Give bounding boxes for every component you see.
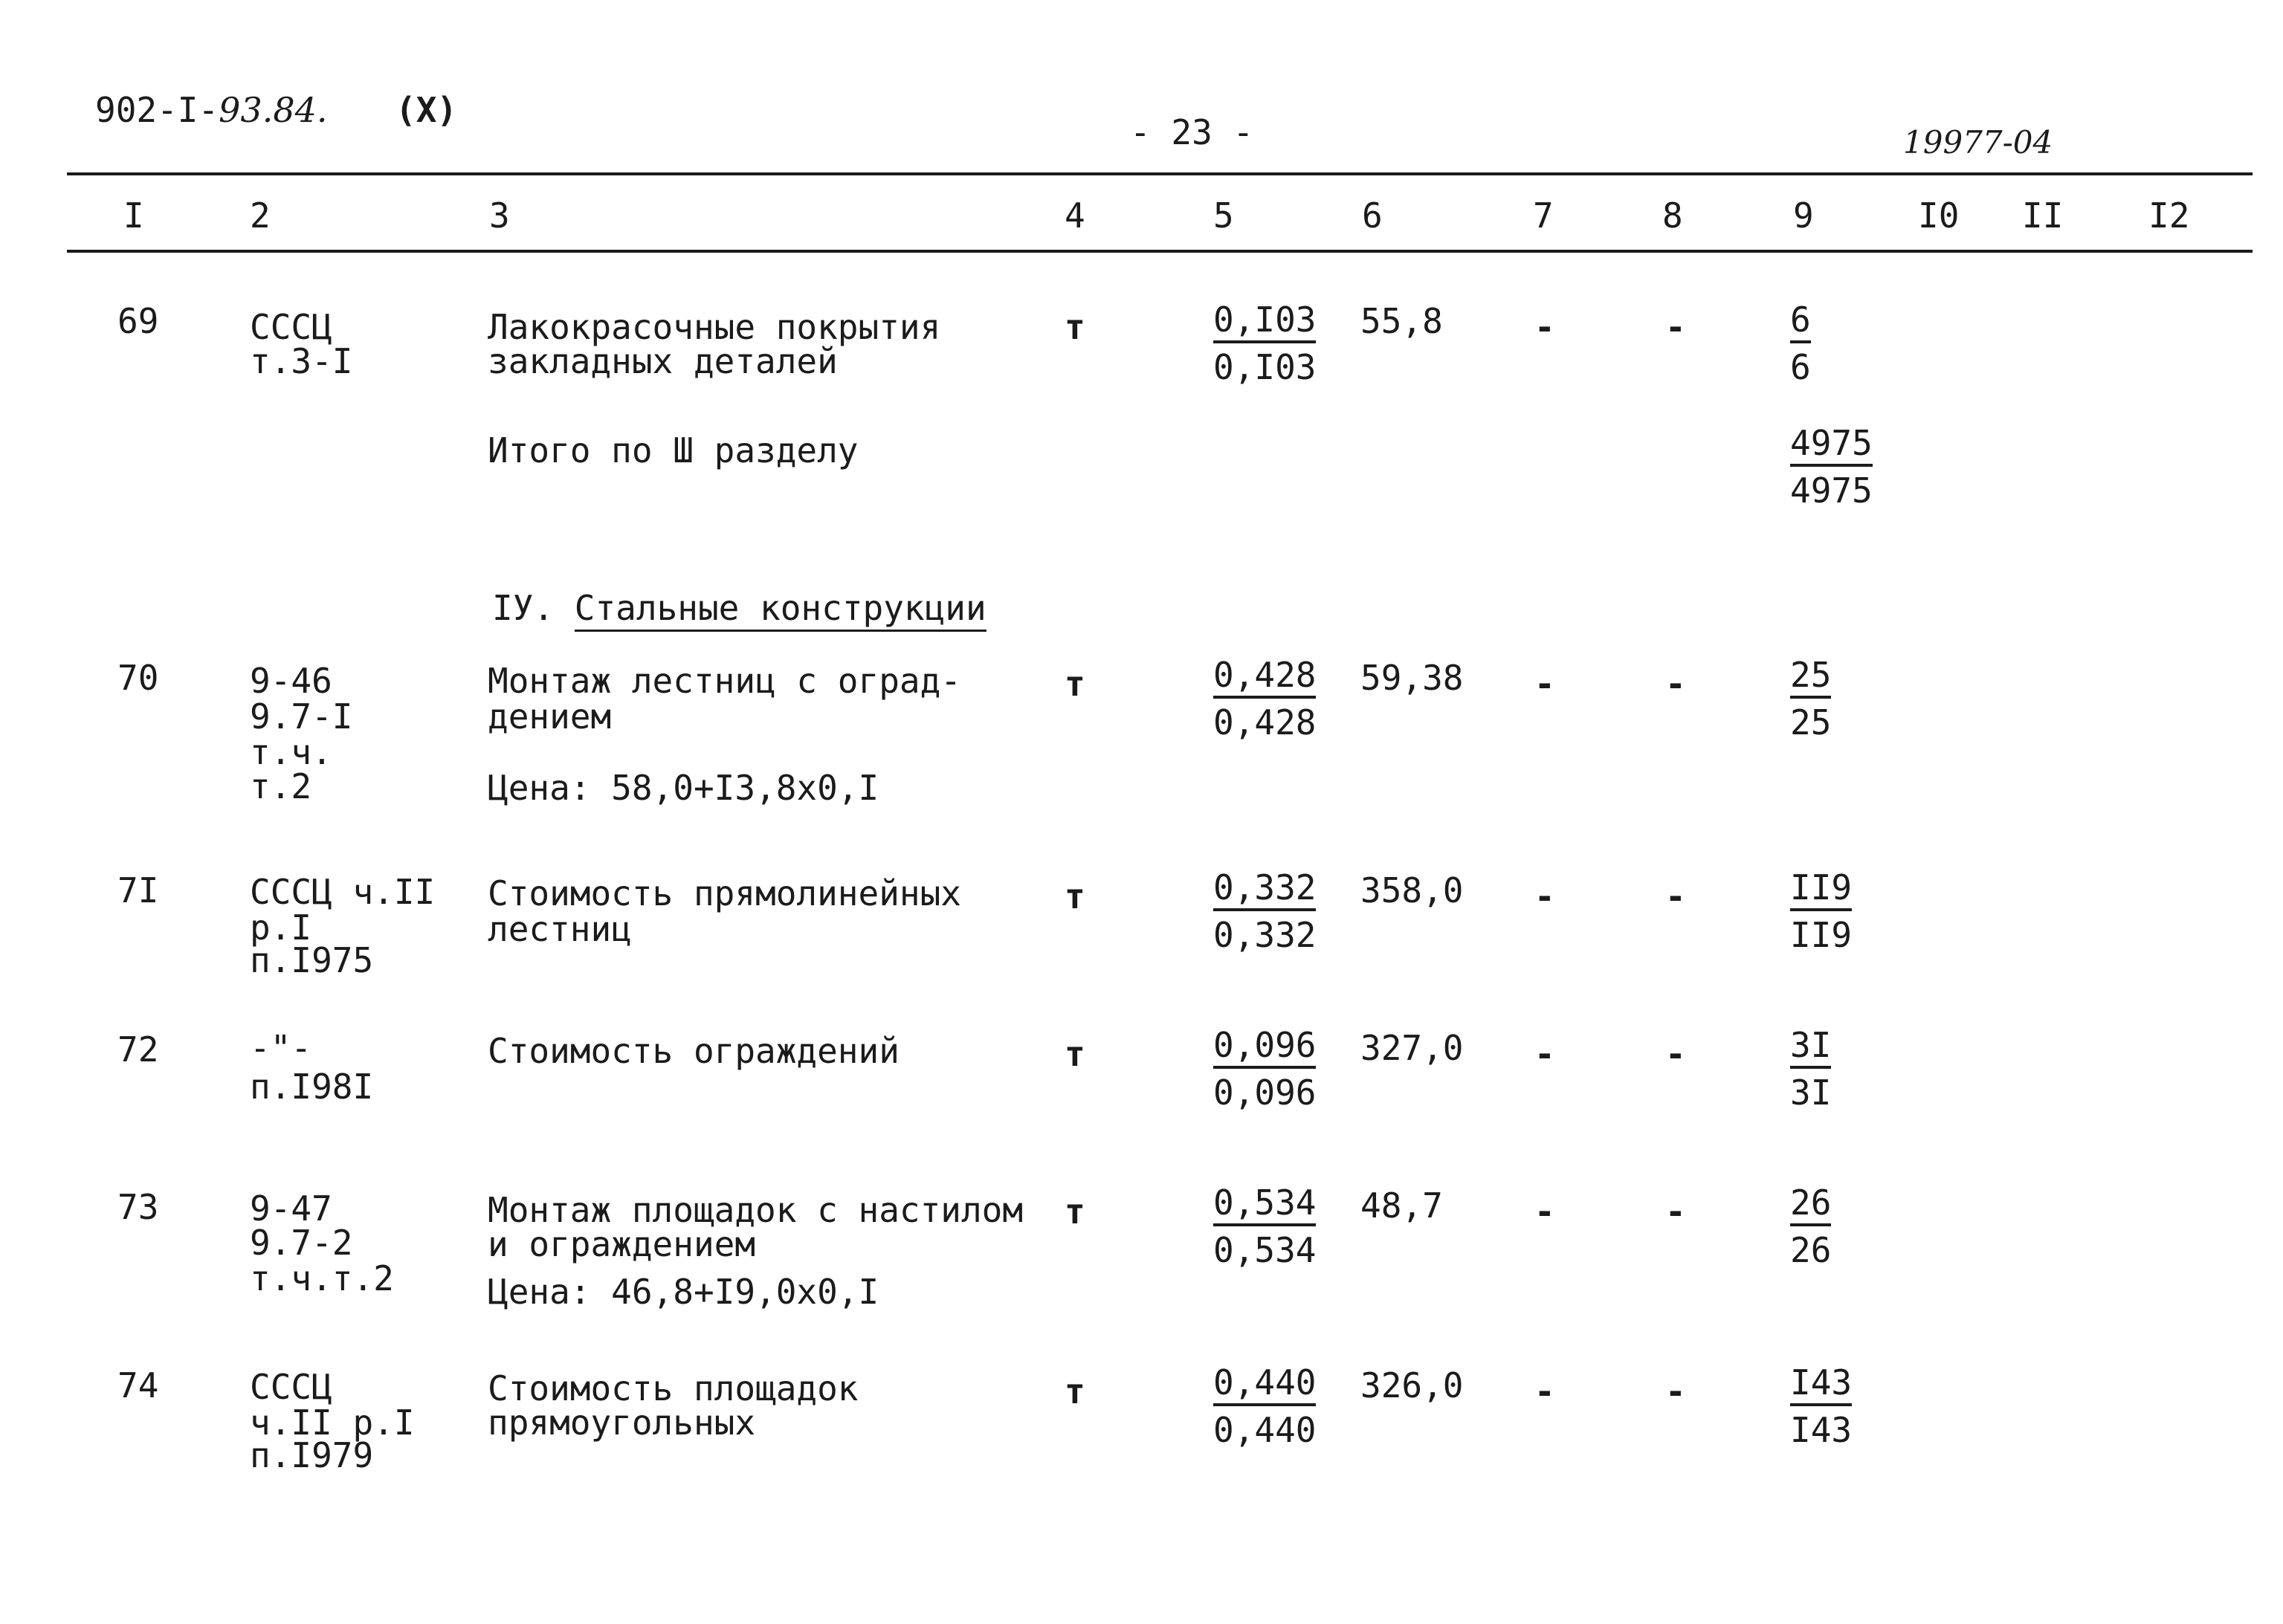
page-number: - 23 - bbox=[1130, 112, 1254, 152]
variant-label: (X) bbox=[395, 90, 458, 130]
quantity-bottom: 0,I03 bbox=[1213, 347, 1317, 387]
row-cost bbox=[1790, 656, 1831, 742]
row-col7: - bbox=[1534, 876, 1555, 916]
row-cost bbox=[1790, 1183, 1831, 1269]
column-header: 7 bbox=[1533, 195, 1554, 236]
row-unit: т bbox=[1065, 1034, 1085, 1074]
row-description: Стоимость ограждений bbox=[488, 1031, 900, 1071]
subtotal-top: 4975 bbox=[1790, 424, 1873, 467]
row-number: 72 bbox=[117, 1029, 159, 1070]
row-col7: - bbox=[1534, 1034, 1555, 1074]
row-price: 326,0 bbox=[1360, 1365, 1464, 1405]
row-col8: - bbox=[1665, 1371, 1686, 1411]
row-cost bbox=[1790, 1026, 1831, 1112]
row-price-note: Цена: 58,0+I3,8х0,I bbox=[488, 768, 879, 808]
row-reference: 9-47 bbox=[250, 1188, 332, 1229]
row-reference: СССЦ ч.II bbox=[250, 872, 436, 912]
column-header: 8 bbox=[1662, 195, 1683, 236]
row-col8: - bbox=[1665, 876, 1686, 916]
row-description: и ограждением bbox=[488, 1224, 756, 1264]
column-header: I bbox=[123, 195, 144, 236]
row-col8: - bbox=[1665, 307, 1686, 347]
document-code bbox=[95, 91, 327, 129]
row-description: Монтаж площадок с настилом bbox=[488, 1190, 1024, 1230]
row-quantity bbox=[1213, 868, 1316, 954]
cost-bottom: II9 bbox=[1790, 915, 1853, 955]
cost-top: 26 bbox=[1790, 1183, 1831, 1226]
column-header: II bbox=[2022, 195, 2064, 236]
row-reference: 9.7-2 bbox=[250, 1223, 353, 1263]
header-top-rule bbox=[67, 172, 2253, 175]
section-heading bbox=[492, 589, 986, 627]
quantity-bottom: 0,440 bbox=[1213, 1410, 1317, 1450]
row-description: Лакокрасочные покрытия bbox=[488, 307, 941, 347]
row-quantity bbox=[1213, 1363, 1316, 1449]
column-header: 6 bbox=[1362, 195, 1383, 236]
quantity-top: 0,332 bbox=[1213, 868, 1316, 911]
row-description: Стоимость прямолинейных bbox=[488, 873, 961, 913]
row-price: 48,7 bbox=[1360, 1185, 1443, 1226]
cost-bottom: I43 bbox=[1790, 1410, 1853, 1450]
row-cost bbox=[1790, 1363, 1852, 1449]
row-price: 55,8 bbox=[1360, 301, 1443, 341]
row-col7: - bbox=[1534, 1191, 1555, 1232]
row-col8: - bbox=[1665, 664, 1686, 704]
row-reference: т.ч. bbox=[250, 732, 332, 772]
row-price: 59,38 bbox=[1360, 658, 1464, 698]
cost-top: 6 bbox=[1790, 300, 1811, 343]
section-title: Стальные конструкции bbox=[575, 588, 986, 632]
column-header: 4 bbox=[1065, 195, 1085, 236]
quantity-bottom: 0,096 bbox=[1213, 1073, 1317, 1113]
cost-bottom: 6 bbox=[1790, 347, 1811, 387]
row-quantity bbox=[1213, 300, 1316, 386]
row-col8: - bbox=[1665, 1191, 1686, 1232]
row-number: 69 bbox=[117, 301, 159, 341]
row-unit: т bbox=[1065, 664, 1085, 704]
row-col7: - bbox=[1534, 664, 1555, 704]
quantity-top: 0,428 bbox=[1213, 656, 1316, 699]
cost-top: 25 bbox=[1790, 656, 1831, 699]
subtotal-label: Итого по Ш разделу bbox=[488, 430, 859, 470]
cost-bottom: 3I bbox=[1790, 1073, 1832, 1113]
row-price: 358,0 bbox=[1360, 870, 1464, 910]
row-description: Стоимость площадок bbox=[488, 1368, 859, 1408]
row-col7: - bbox=[1534, 307, 1555, 347]
quantity-bottom: 0,332 bbox=[1213, 915, 1317, 955]
column-header: I0 bbox=[1918, 195, 1960, 236]
row-number: 70 bbox=[117, 658, 159, 698]
quantity-bottom: 0,534 bbox=[1213, 1230, 1317, 1270]
quantity-top: 0,534 bbox=[1213, 1183, 1316, 1226]
row-reference: р.I bbox=[250, 908, 312, 948]
header-bottom-rule bbox=[67, 250, 2253, 253]
row-reference: п.I979 bbox=[250, 1435, 374, 1475]
row-reference: 9-46 bbox=[250, 661, 332, 701]
subtotal-bottom: 4975 bbox=[1790, 470, 1873, 511]
column-header: 2 bbox=[250, 195, 271, 236]
row-reference: СССЦ bbox=[250, 307, 332, 347]
row-unit: т bbox=[1065, 876, 1085, 916]
subtotal-value bbox=[1790, 424, 1873, 510]
row-description: прямоугольных bbox=[488, 1403, 756, 1443]
row-reference: -"- bbox=[250, 1028, 312, 1068]
row-col7: - bbox=[1534, 1371, 1555, 1411]
row-reference: т.2 bbox=[250, 766, 312, 806]
document-code-printed: 902-I- bbox=[95, 90, 219, 130]
quantity-top: 0,096 bbox=[1213, 1026, 1316, 1069]
section-number: IУ. bbox=[492, 588, 555, 628]
row-unit: т bbox=[1065, 307, 1085, 347]
row-description: закладных деталей bbox=[488, 341, 838, 381]
row-cost bbox=[1790, 868, 1852, 954]
row-description: дением bbox=[488, 696, 612, 737]
row-number: 7I bbox=[117, 870, 159, 910]
row-quantity bbox=[1213, 656, 1316, 742]
column-header: 9 bbox=[1793, 195, 1814, 236]
cost-bottom: 26 bbox=[1790, 1230, 1832, 1270]
cost-top: II9 bbox=[1790, 868, 1852, 911]
row-description: Монтаж лестниц с оград- bbox=[488, 661, 961, 701]
quantity-top: 0,I03 bbox=[1213, 300, 1316, 343]
document-code-handwritten: 93.84. bbox=[219, 90, 328, 130]
row-number: 73 bbox=[117, 1187, 159, 1227]
row-unit: т bbox=[1065, 1191, 1085, 1232]
row-reference: т.ч.т.2 bbox=[250, 1258, 394, 1298]
quantity-bottom: 0,428 bbox=[1213, 702, 1317, 743]
row-reference: п.I975 bbox=[250, 940, 374, 980]
cost-bottom: 25 bbox=[1790, 702, 1832, 743]
row-quantity bbox=[1213, 1183, 1316, 1269]
row-quantity bbox=[1213, 1026, 1316, 1112]
row-unit: т bbox=[1065, 1371, 1085, 1411]
inventory-number: 19977-04 bbox=[1903, 124, 2053, 161]
row-number: 74 bbox=[117, 1365, 159, 1405]
row-cost bbox=[1790, 300, 1811, 386]
cost-top: I43 bbox=[1790, 1363, 1852, 1406]
cost-top: 3I bbox=[1790, 1026, 1831, 1069]
row-description: лестниц bbox=[488, 909, 632, 949]
column-header: 3 bbox=[489, 195, 510, 236]
row-col8: - bbox=[1665, 1034, 1686, 1074]
row-reference: ч.II р.I bbox=[250, 1403, 415, 1443]
row-reference: 9.7-I bbox=[250, 696, 353, 737]
row-price-note: Цена: 46,8+I9,0х0,I bbox=[488, 1272, 879, 1312]
row-price: 327,0 bbox=[1360, 1028, 1464, 1068]
column-header: 5 bbox=[1213, 195, 1234, 236]
row-reference: СССЦ bbox=[250, 1367, 332, 1407]
column-header: I2 bbox=[2148, 195, 2190, 236]
row-reference: п.I98I bbox=[250, 1067, 374, 1107]
row-reference: т.3-I bbox=[250, 341, 353, 381]
quantity-top: 0,440 bbox=[1213, 1363, 1316, 1406]
